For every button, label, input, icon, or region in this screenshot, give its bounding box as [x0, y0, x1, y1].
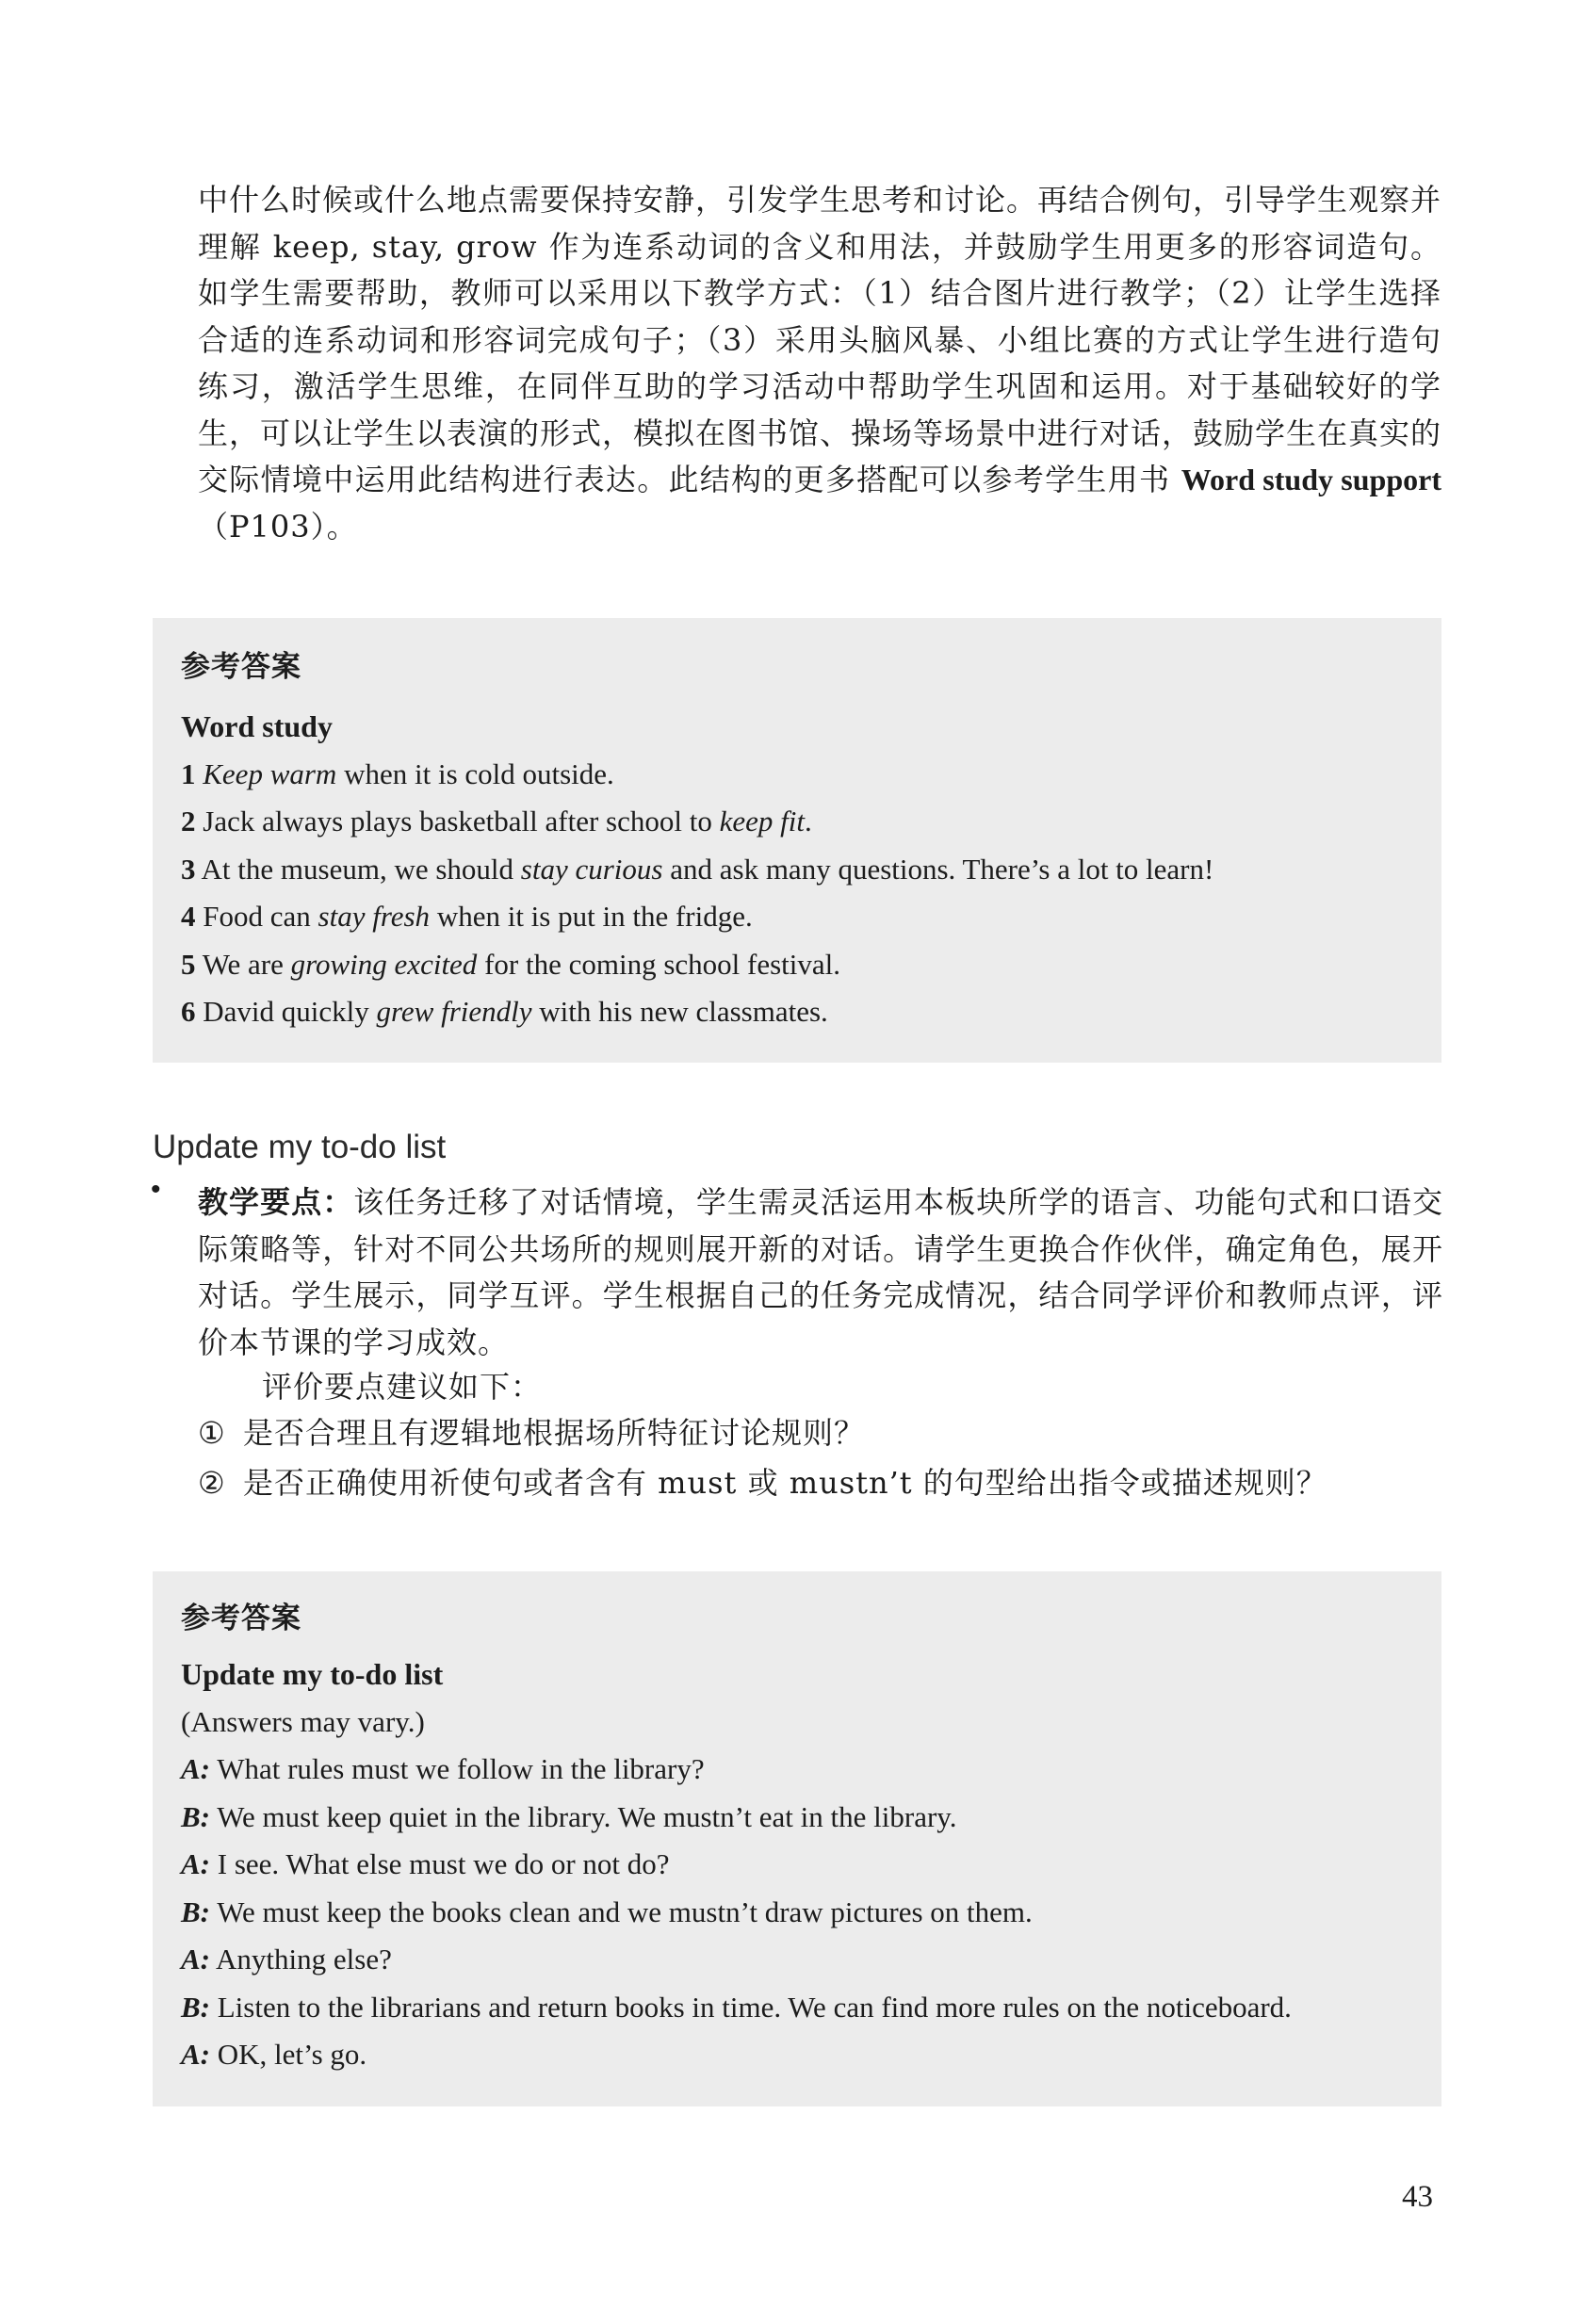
answer-box-title: 参考答案	[181, 1602, 301, 1635]
speaker-label: B:	[181, 1894, 210, 1928]
answer-box-body	[181, 1650, 1423, 2079]
speaker-label: A:	[181, 2038, 210, 2071]
dialogue-line: B: Listen to the librarians and return books in time. We can find more rules on the noticeboard.	[181, 1990, 1292, 2024]
page-number: 43	[1402, 2180, 1433, 2214]
dialogue-line: B: We must keep the books clean and we mustn’t draw pictures on them.	[181, 1894, 1033, 1928]
dialogue-line: A: Anything else?	[181, 1943, 392, 1976]
intro-tail: （P103）。	[198, 508, 358, 545]
answer-note: (Answers may vary.)	[181, 1704, 425, 1738]
teaching-points-label: 教学要点：	[198, 1184, 354, 1220]
teaching-points	[198, 1179, 1443, 1366]
answer-box-todo-list	[153, 1571, 1441, 2106]
answer-item: 4 Food can stay fresh when it is put in the fridge.	[181, 900, 753, 933]
dialogue-line: A: What rules must we follow in the library?	[181, 1752, 705, 1785]
intro-text: 中什么时候或什么地点需要保持安静，引发学生思考和讨论。再结合例句，引导学生观察并理解 keep, stay, grow 作为连系动词的含义和用法，并鼓励学生用更多的形容词造句。如学生需要帮助，教师可以采用以下教学方式：（1）结合图片进行教学；（2）让学生选择合适的连系动词和形容词完成句子；（3）采用头脑风暴、小组比赛的方式让学生进行造句练习，激活学生思维，在同伴互助的学习活动中帮助学生巩固和运用。对于基础较好的学生，可以让学生以表演的形式，模拟在图书馆、操场等场景中进行对话，鼓励学生在真实的交际情境中运用此结构进行表达。此结构的更多搭配可以参考学生用书	[198, 182, 1442, 497]
section-heading: Update my to-do list	[153, 1129, 447, 1165]
speaker-label: B:	[181, 1990, 210, 2024]
answer-box-body	[181, 703, 1423, 1036]
speaker-label: A:	[181, 1943, 210, 1976]
word-study-support-ref: Word study support	[1181, 463, 1442, 496]
answer-item: 5 We are growing excited for the coming school festival.	[181, 947, 840, 981]
answer-box-title: 参考答案	[181, 650, 301, 684]
answer-item: 1 Keep warm when it is cold outside.	[181, 756, 614, 790]
evaluation-item: ② 是否正确使用祈使句或者含有 must 或 mustn’t 的句型给出指令或描述规则？	[198, 1465, 1327, 1501]
answer-box-word-study	[153, 618, 1441, 1063]
teaching-points-text: 该任务迁移了对话情境，学生需灵活运用本板块所学的语言、功能句式和口语交际策略等，针对不同公共场所的规则展开新的对话。请学生更换合作伙伴，确定角色，展开对话。学生展示，同学互评。学生根据自己的任务完成情况，结合同学评价和教师点评，评价本节课的学习成效。	[198, 1184, 1443, 1360]
dialogue-line: A: I see. What else must we do or not do?	[181, 1847, 670, 1880]
circled-number: ①	[198, 1415, 226, 1451]
answer-subtitle: Update my to-do list	[181, 1657, 444, 1691]
speaker-label: B:	[181, 1799, 210, 1833]
evaluation-item: ① 是否合理且有逻辑地根据场所特征讨论规则？	[198, 1415, 866, 1451]
answer-subtitle: Word study	[181, 709, 333, 743]
speaker-label: A:	[181, 1752, 210, 1785]
answer-item: 3 At the museum, we should stay curious and ask many questions. There’s a lot to learn!	[181, 852, 1214, 886]
dialogue-line: A: OK, let’s go.	[181, 2038, 367, 2071]
circled-number: ②	[198, 1465, 226, 1501]
bullet-marker: •	[151, 1174, 161, 1205]
intro-paragraph	[198, 177, 1441, 550]
evaluation-intro: 评价要点建议如下：	[262, 1369, 543, 1405]
answer-item: 6 David quickly grew friendly with his new classmates.	[181, 995, 828, 1028]
speaker-label: A:	[181, 1847, 210, 1880]
dialogue-line: B: We must keep quiet in the library. We mustn’t eat in the library.	[181, 1799, 957, 1833]
answer-item: 2 Jack always plays basketball after school to keep fit.	[181, 805, 812, 837]
